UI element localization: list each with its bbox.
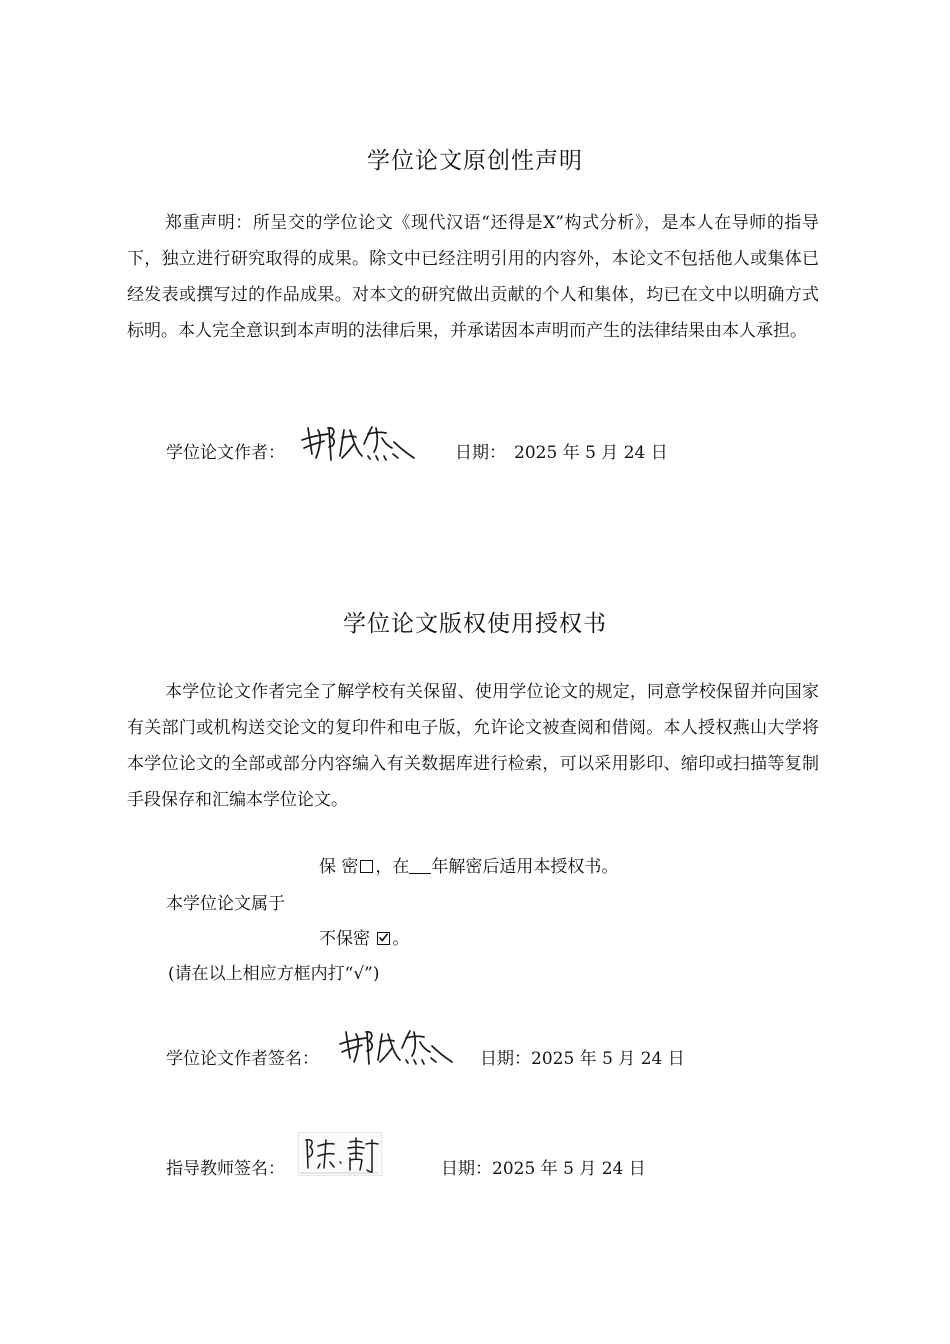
advisor-sign-date: 日期：2025 年 5 月 24 日 [441, 1159, 646, 1179]
not-secret-option-label: 不保密 [319, 929, 370, 949]
secret-years-blank[interactable] [409, 859, 431, 874]
declaration-title: 学位论文原创性声明 [367, 148, 583, 174]
secret-option [319, 856, 618, 878]
secret-option-suffix: 年解密后适用本授权书。 [431, 857, 619, 877]
not-secret-option-end: 。 [392, 929, 410, 949]
author-sign-date: 日期：2025 年 5 月 24 日 [480, 1049, 685, 1069]
secret-option-label: 保 密 [319, 857, 359, 877]
author-sign-label: 学位论文作者签名： [166, 1049, 319, 1069]
secret-option-mid: ，在 [375, 857, 410, 877]
authorization-title: 学位论文版权使用授权书 [343, 611, 607, 637]
not-secret-option [319, 928, 409, 950]
checkbox-instruction: (请在以上相应方框内打“√”) [168, 964, 380, 984]
declaration-date-value: 2025 年 5 月 24 日 [514, 443, 668, 463]
declaration-date-label: 日期： [455, 443, 506, 463]
declaration-author-label: 学位论文作者： [166, 443, 285, 463]
advisor-sign-label: 指导教师签名： [166, 1159, 285, 1179]
authorization-body: 本学位论文作者完全了解学校有关保留、使用学位论文的规定，同意学校保留并向国家有关部门或机构送交论文的复印件和电子版，允许论文被查阅和借阅。本人授权燕山大学将本学位论文的全部或部分内容编入有关数据库进行检索，可以采用影印、缩印或扫描等复制手段保存和汇编本学位论文。 [127, 682, 819, 810]
author-signature-image-2 [336, 1022, 456, 1070]
not-secret-checkbox[interactable] [377, 932, 390, 945]
declaration-body: 郑重声明：所呈交的学位论文《现代汉语“还得是X”构式分析》，是本人在导师的指导下，独立进行研究取得的成果。除文中已经注明引用的内容外，本论文不包括他人或集体已经发表或撰写过的作品成果。对本文的研究做出贡献的个人和集体，均已在文中以明确方式标明。本人完全意识到本声明的法律后果，并承诺因本声明而产生的法律结果由本人承担。 [127, 213, 819, 341]
author-signature-image [298, 418, 418, 466]
secret-checkbox[interactable] [360, 860, 373, 873]
belongs-label: 本学位论文属于 [166, 894, 285, 914]
checkmark-icon [377, 931, 390, 944]
advisor-signature-image [298, 1132, 382, 1176]
